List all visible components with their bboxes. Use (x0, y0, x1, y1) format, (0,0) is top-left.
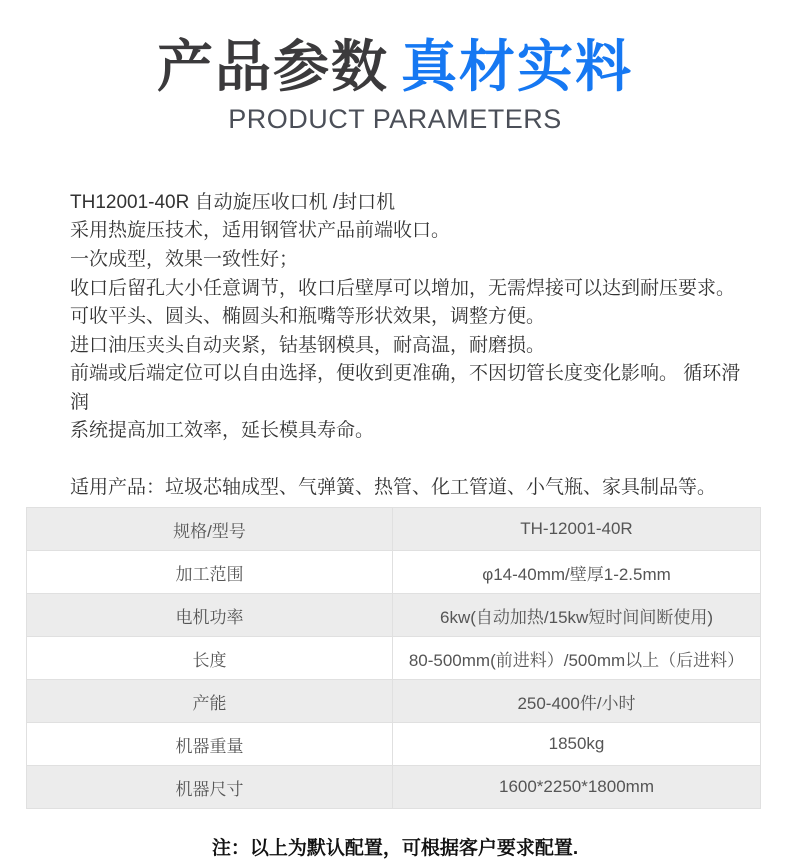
description-line: 收口后留孔大小任意调节，收口后壁厚可以增加，无需焊接可以达到耐压要求。 (70, 277, 736, 299)
description-line: 前端或后端定位可以自由选择，便收到更准确，不因切管长度变化影响。 循环滑润 (70, 363, 741, 413)
description-line: 可收平头、圆头、椭圆头和瓶嘴等形状效果，调整方便。 (70, 306, 546, 328)
spec-label: 电机功率 (27, 594, 393, 637)
description-line: 系统提高加工效率，延长模具寿命。 (70, 420, 375, 442)
description-line: TH12001-40R 自动旋压收口机 /封口机 (70, 191, 396, 213)
spec-row (27, 680, 761, 723)
spec-row (27, 551, 761, 594)
product-description (70, 189, 744, 446)
page-subtitle: PRODUCT PARAMETERS (228, 103, 562, 134)
spec-value: φ14-40mm/壁厚1-2.5mm (393, 551, 761, 594)
spec-value: 250-400件/小时 (393, 680, 761, 723)
spec-table (26, 507, 761, 809)
page-title (0, 36, 790, 99)
spec-value: 6kw(自动加热/15kw短时间间断使用) (393, 594, 761, 637)
description-line: 一次成型，效果一致性好； (70, 248, 299, 270)
description-line: 进口油压夹头自动夹紧，钴基钢模具，耐高温，耐磨损。 (70, 334, 546, 356)
page-header (0, 0, 790, 135)
spec-row (27, 508, 761, 551)
spec-row (27, 766, 761, 809)
spec-value: 1600*2250*1800mm (393, 766, 761, 809)
spec-row (27, 637, 761, 680)
spec-value: 1850kg (393, 723, 761, 766)
spec-row (27, 594, 761, 637)
applicable-products: 适用产品：垃圾芯轴成型、气弹簧、热管、化工管道、小气瓶、家具制品等。 (70, 477, 717, 499)
page-title-black: 产品参数 (157, 35, 389, 98)
spec-value: 80-500mm(前进料）/500mm以上（后进料） (393, 637, 761, 680)
spec-row (27, 723, 761, 766)
page-title-blue: 真材实料 (401, 35, 633, 98)
spec-label: 产能 (27, 680, 393, 723)
spec-label: 规格/型号 (27, 508, 393, 551)
footnote: 注：以上为默认配置，可根据客户要求配置. (211, 838, 579, 859)
spec-label: 机器尺寸 (27, 766, 393, 809)
spec-value: TH-12001-40R (393, 508, 761, 551)
spec-label: 机器重量 (27, 723, 393, 766)
description-line: 采用热旋压技术，适用钢管状产品前端收口。 (70, 220, 451, 242)
spec-label: 加工范围 (27, 551, 393, 594)
spec-label: 长度 (27, 637, 393, 680)
